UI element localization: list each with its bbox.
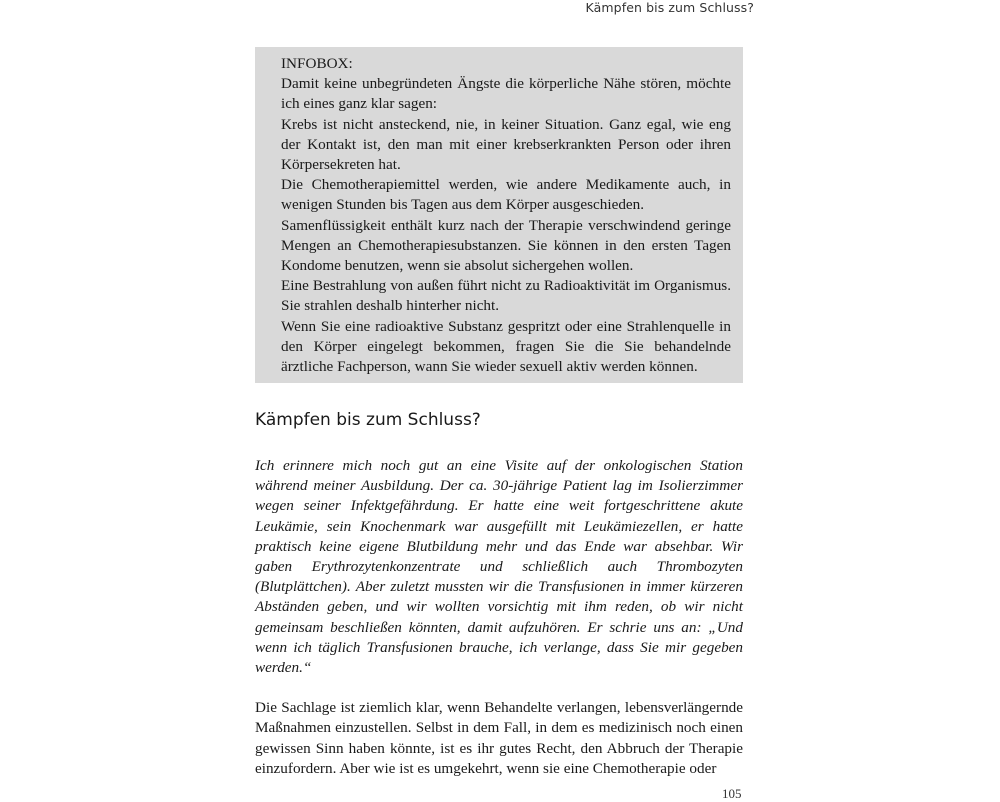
infobox-paragraph: Krebs ist nicht ansteckend, nie, in keiner Situation. Ganz egal, wie eng der Kontakt ist, den man mit einer krebserkrankten Person oder ihren Körpersekreten hat. [281,115,731,174]
running-header: Kämpfen bis zum Schluss? [585,0,754,15]
section-heading: Kämpfen bis zum Schluss? [255,410,481,430]
page-number: 105 [722,786,742,801]
infobox-paragraph: Damit keine unbegründeten Ängste die körperliche Nähe stören, möchte ich eines ganz klar sagen: [281,75,731,113]
infobox-paragraph: Wenn Sie eine radioaktive Substanz gespritzt oder eine Strahlenquelle in den Körper eingelegt bekommen, fragen Sie die Sie behandelnde ärztliche Fachperson, wann Sie wieder sexuell aktiv werden können. [281,317,731,376]
anecdote-paragraph: Ich erinnere mich noch gut an eine Visite auf der onkologischen Station während meiner Ausbildung. Der ca. 30-jährige Patient lag im Isolierzimmer wegen seiner Infektgefährdung. Er hatte eine weit fortgeschrittene akute Leukämie, sein Knochenmark war ausgefüllt mit Leukämiezellen, er hatte praktisch keine eigene Blutbildung mehr und das Ende war absehbar. Wir gaben Erythrozytenkonzentrate und schließlich auch Thrombozyten (Blutplättchen). Aber zuletzt mussten wir die Transfusionen in immer kürzeren Abständen geben, und wir wollten vorsichtig mit ihm reden, ob wir nicht gemeinsam beschließen könnten, damit aufzuhören. Er schrie uns an: „Und wenn ich täglich Transfusionen brauche, ich verlange, dass Sie mir gegeben werden.“ [255,457,743,677]
infobox [255,47,743,383]
infobox-paragraph: Die Chemotherapiemittel werden, wie andere Medikamente auch, in wenigen Stunden bis Tagen aus dem Körper ausgeschieden. [281,176,731,214]
infobox-title: INFOBOX: [281,55,353,72]
infobox-paragraph: Samenflüssigkeit enthält kurz nach der Therapie verschwindend geringe Mengen an Chemotherapiesubstanzen. Sie können in den ersten Tagen Kondome benutzen, wenn sie absolut sichergehen wollen. [281,216,731,275]
infobox-paragraph: Eine Bestrahlung von außen führt nicht zu Radioaktivität im Organismus. Sie strahlen deshalb hinterher nicht. [281,277,731,315]
body-text [255,456,743,779]
paragraph-spacer [255,678,743,698]
body-paragraph: Die Sachlage ist ziemlich klar, wenn Behandelte verlangen, lebensverlängernde Maßnahmen einzustellen. Selbst in dem Fall, in dem es medizinisch noch einen gewissen Sinn haben könnte, ist es ihr gutes Recht, den Abbruch der Therapie einzufordern. Aber wie ist es umgekehrt, wenn sie eine Chemotherapie oder [255,699,743,777]
